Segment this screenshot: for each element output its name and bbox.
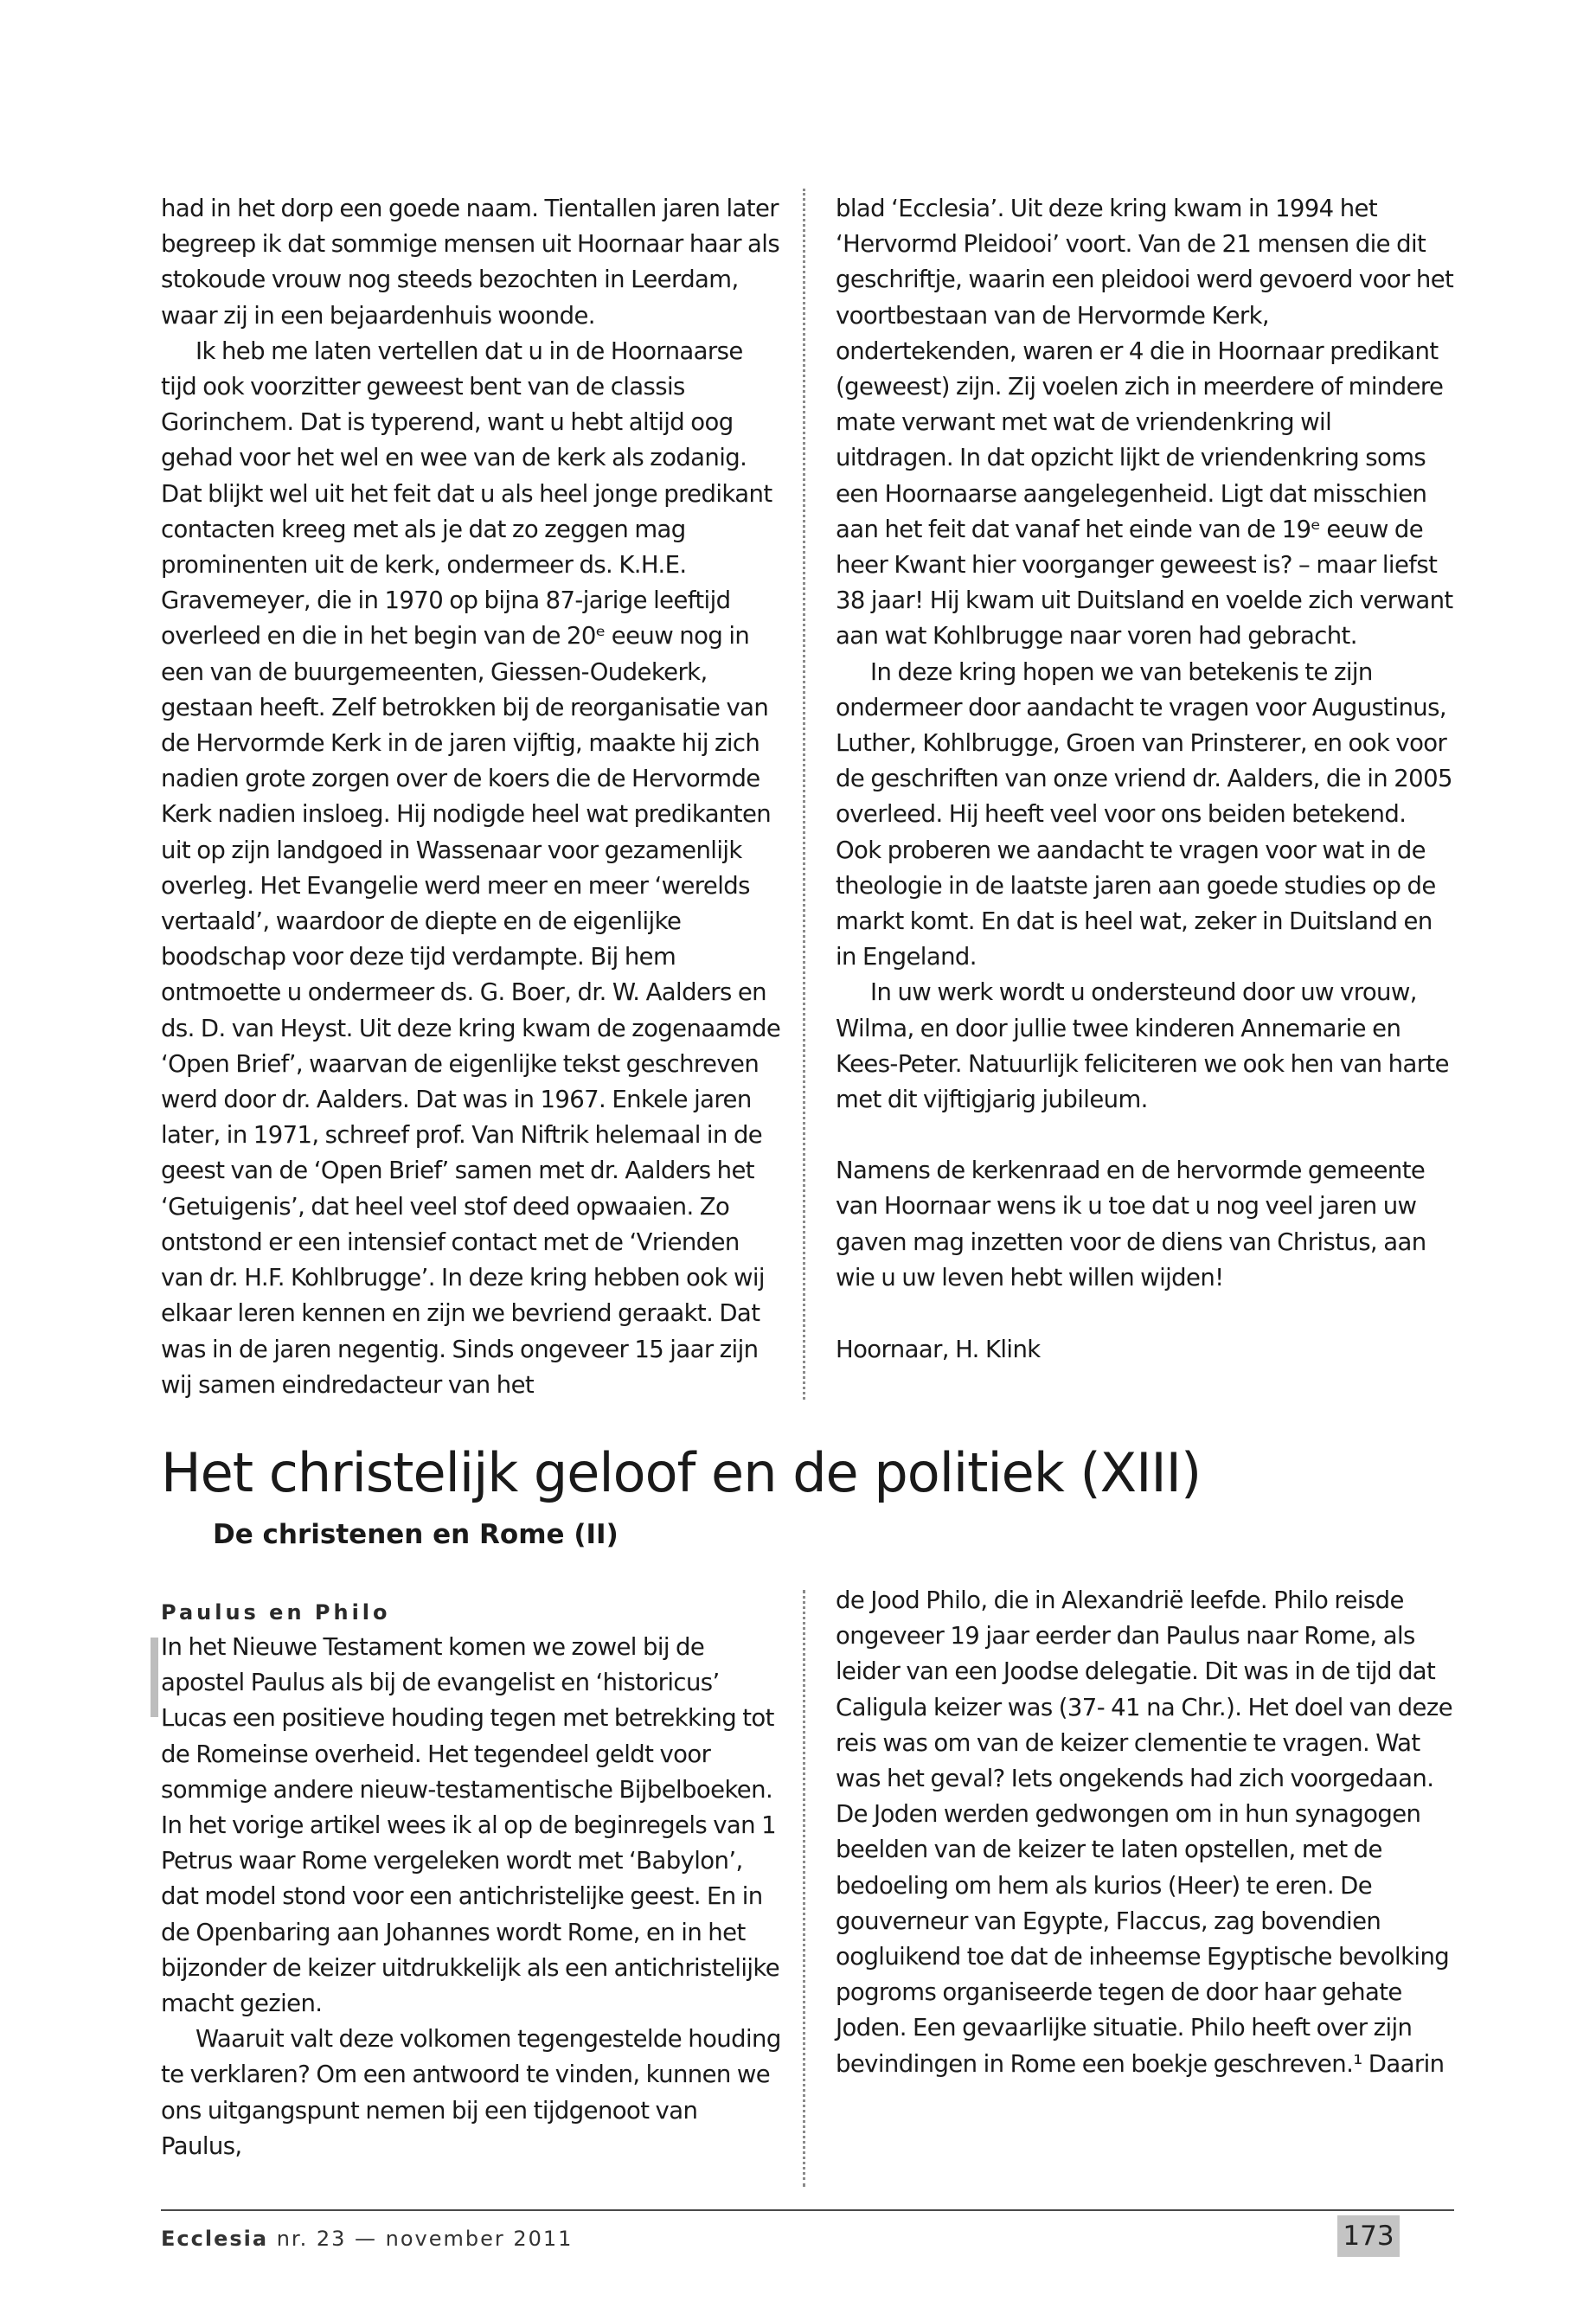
bottom-left-column <box>161 1597 784 2164</box>
paragraph: de Jood Philo, die in Alexandrië leefde. Philo reisde ongeveer 19 jaar eerder dan Paulus naar Rome, als leider van een Joodse delegatie. Dit was in de tijd dat Caligula keizer was (37- 41 na Chr.). Het doel van deze reis was om van de keizer clementie te vragen. Wat was het geval? Iets ongekends had zich voorgedaan. De Joden werden gedwongen om in hun synagogen beelden van de keizer te laten opstellen, met de bedoeling om hem als kurios (Heer) te eren. De gouverneur van Egypte, Flaccus, zag bovendien oogluikend toe dat de inheemse Egyptische bevolking pogroms organiseerde tegen de door haar gehate Joden. Een gevaarlijke situatie. Philo heeft over zijn bevindingen in Rome een boekje geschreven.¹ Daarin <box>836 1586 1453 2078</box>
paragraph: Ik heb me laten vertellen dat u in de Hoornaarse tijd ook voorzitter geweest bent van de classis Gorinchem. Dat is typerend, want u hebt altijd oog gehad voor het wel en wee van de kerk als zodanig. Dat blijkt wel uit het feit dat u als heel jonge predikant contacten kreeg met als je dat zo zeggen mag prominenten uit de kerk, ondermeer ds. K.H.E. Gravemeyer, die in 1970 op bijna 87-jarige leeftijd overleed en die in het begin van de 20ᵉ eeuw nog in een van de buurgemeenten, Giessen-Oudekerk, gestaan heeft. Zelf betrokken bij de reorganisatie van de Hervormde Kerk in de jaren vijftig, maakte hij zich nadien grote zorgen over de koers die de Hervormde Kerk nadien insloeg. Hij nodigde heel wat predikanten uit op zijn landgoed in Wassenaar voor gezamenlijk overleg. Het Evangelie werd meer en meer ‘werelds vertaald’, waardoor de diepte en de eigenlijke boodschap voor deze tijd verdampte. Bij hem ontmoette u ondermeer ds. G. Boer, dr. W. Aalders en ds. D. van Heyst. Uit deze kring kwam de zogenaamde ‘Open Brief’, waarvan de eigenlijke tekst geschreven werd door dr. Aalders. Dat was in 1967. Enkele jaren later, in 1971, schreef prof. Van Niftrik helemaal in de geest van de ‘Open Brief’ samen met dr. Aalders het ‘Getuigenis’, dat heel veel stof deed opwaaien. Zo ontstond er een intensief contact met de ‘Vrienden van dr. H.F. Kohlbrugge’. In deze kring hebben ook wij elkaar leren kennen en zijn we bevriend geraakt. Dat was in de jaren negentig. Sinds ongeveer 15 jaar zijn wij samen eindredacteur van het <box>161 336 781 1399</box>
closing-paragraph: Namens de kerkenraad en de hervormde gemeente van Hoornaar wens ik u toe dat u nog veel jaren uw gaven mag inzetten voor de diens van Christus, aan wie u uw leven hebt willen wijden! <box>836 1157 1426 1292</box>
footer-rule <box>161 2209 1454 2211</box>
paragraph-marker <box>151 1638 158 1717</box>
journal-name: Ecclesia <box>161 2227 269 2251</box>
article-subtitle: De christenen en Rome (II) <box>213 1519 619 1550</box>
top-right-column <box>836 191 1454 1368</box>
paragraph: In het Nieuwe Testament komen we zowel bij de apostel Paulus als bij de evangelist en ‘historicus’ Lucas een positieve houding tegen met betrekking tot de Romeinse overheid. Het tegendeel geldt voor sommige andere nieuw-testamentische Bijbelboeken. In het vorige artikel wees ik al op de beginregels van 1 Petrus waar Rome vergeleken wordt met ‘Babylon’, dat model stond voor een antichristelijke geest. En in de Openbaring aan Johannes wordt Rome, en in het bijzonder de keizer uitdrukkelijk als een antichristelijke macht gezien. <box>161 1633 780 2018</box>
paragraph: In deze kring hopen we van betekenis te zijn ondermeer door aandacht te vragen voor Augustinus, Luther, Kohlbrugge, Groen van Prinsterer, en ook voor de geschriften van onze vriend dr. Aalders, die in 2005 overleed. Hij heeft veel voor ons beiden betekend. Ook proberen we aandacht te vragen voor wat in de theologie in de laatste jaren aan goede studies op de markt komt. En dat is heel wat, zeker in Duitsland en in Engeland. <box>836 657 1452 971</box>
paragraph: Waaruit valt deze volkomen tegengestelde houding te verklaren? Om een antwoord te vinden, kunnen we ons uitgangspunt nemen bij een tijdgenoot van Paulus, <box>161 2025 781 2160</box>
page-number: 173 <box>1337 2215 1400 2257</box>
article-title: Het christelijk geloof en de politiek (XIII) <box>161 1441 1202 1504</box>
column-divider <box>803 1590 805 2187</box>
paragraph: In uw werk wordt u ondersteund door uw vrouw, Wilma, en door jullie twee kinderen Annemarie en Kees-Peter. Natuurlijk feliciteren we ook hen van harte met dit vijftigjarig jubileum. <box>836 978 1449 1114</box>
section-heading: Paulus en Philo <box>161 1600 391 1625</box>
bottom-right-column <box>836 1583 1454 2082</box>
paragraph: blad ‘Ecclesia’. Uit deze kring kwam in 1994 het ‘Hervormd Pleidooi’ voort. Van de 21 mensen die dit geschriftje, waarin een pleidooi werd gevoerd voor het voortbestaan van de Hervormde Kerk, ondertekenden, waren er 4 die in Hoornaar predikant (geweest) zijn. Zij voelen zich in meerdere of mindere mate verwant met wat de vriendenkring wil uitdragen. In dat opzicht lijkt de vriendenkring soms een Hoornaarse aangelegenheid. Ligt dat misschien aan het feit dat vanaf het einde van de 19ᵉ eeuw de heer Kwant hier voorganger geweest is? – maar liefst 38 jaar! Hij kwam uit Duitsland en voelde zich verwant aan wat Kohlbrugge naar voren had gebracht. <box>836 195 1454 651</box>
footer-journal <box>161 2224 573 2253</box>
signature: Hoornaar, H. Klink <box>836 1336 1041 1364</box>
issue-info: nr. 23 — november 2011 <box>276 2227 574 2251</box>
paragraph: had in het dorp een goede naam. Tientallen jaren later begreep ik dat sommige mensen uit Hoornaar haar als stokoude vrouw nog steeds bezochten in Leerdam, waar zij in een bejaardenhuis woonde. <box>161 195 780 330</box>
top-left-column <box>161 191 784 1403</box>
column-divider <box>803 189 805 1400</box>
